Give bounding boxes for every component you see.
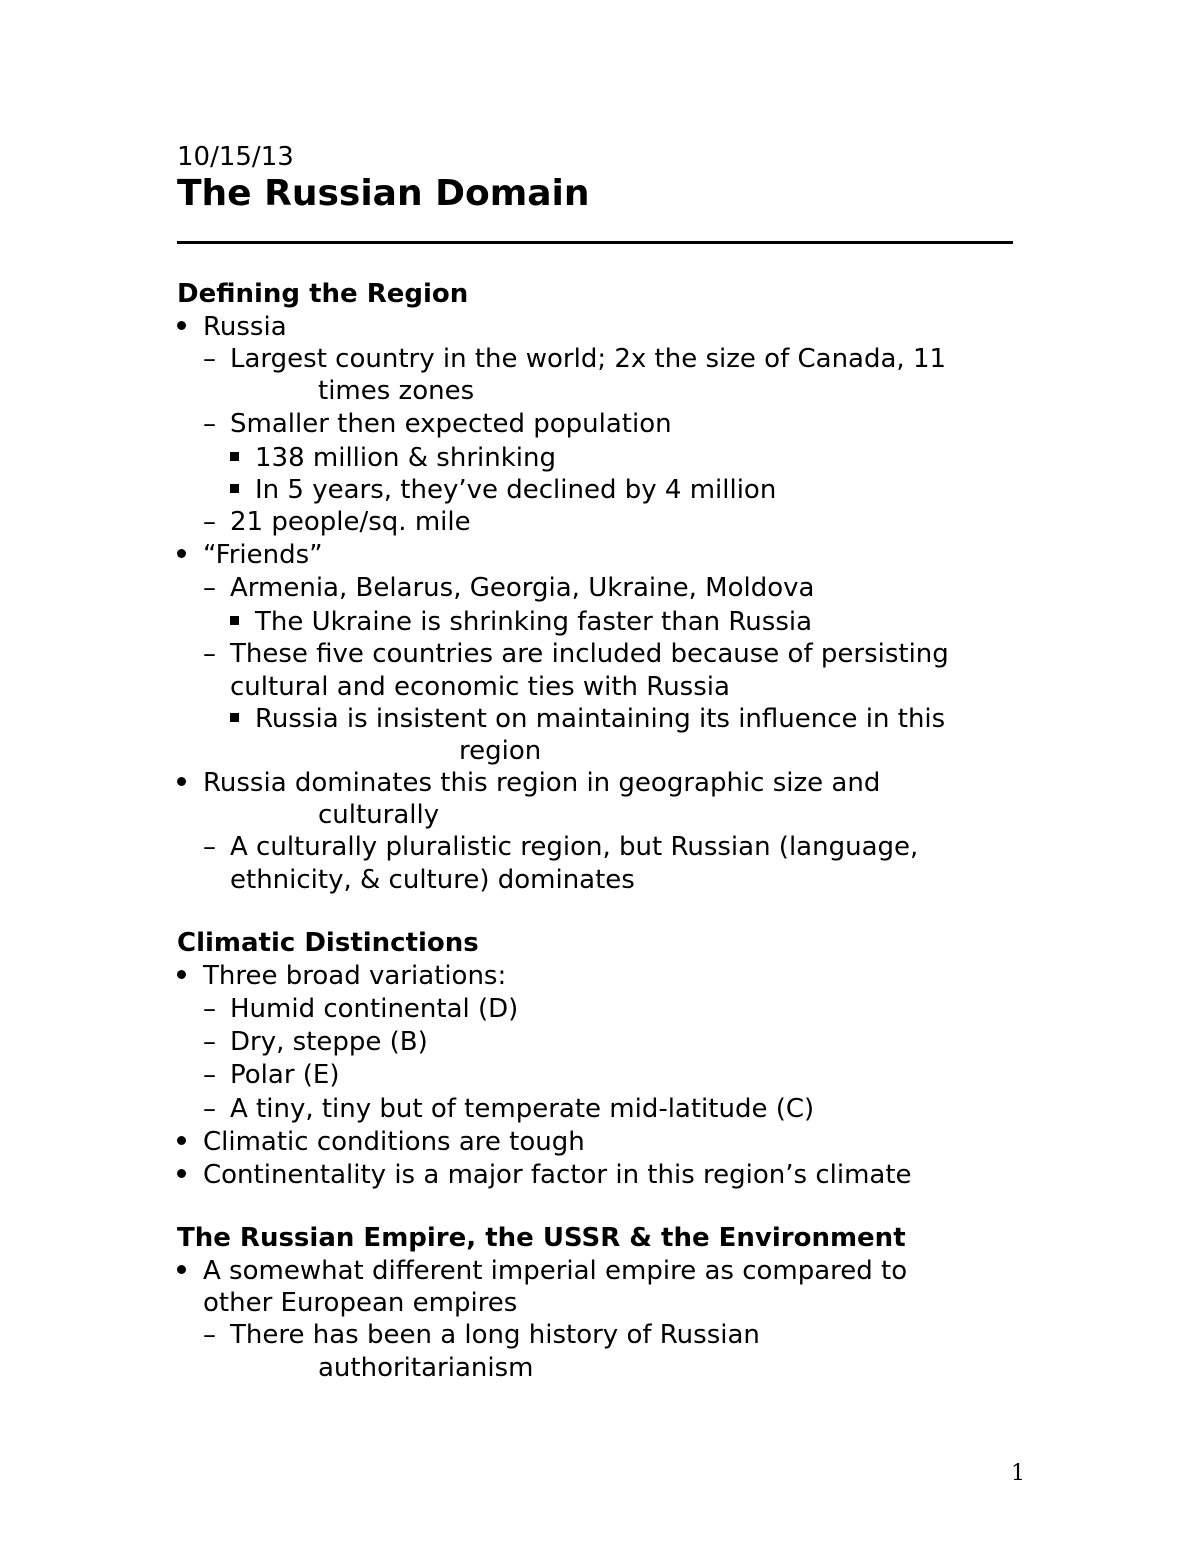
continuation-line: authoritarianism — [318, 1353, 534, 1383]
title-divider — [177, 241, 1013, 244]
document-date: 10/15/13 — [177, 142, 294, 172]
sub-bullet-item: – Smaller then expected population — [203, 409, 672, 439]
square-bullet-icon — [230, 484, 239, 493]
continuation-line: other European empires — [203, 1288, 518, 1318]
dash-icon: – — [203, 507, 216, 537]
continuation-line: cultural and economic ties with Russia — [230, 672, 730, 702]
sub-bullet-item: – Humid continental (D) — [203, 994, 519, 1024]
bullet-icon — [177, 970, 186, 979]
dash-icon: – — [203, 1320, 216, 1350]
dash-icon: – — [203, 1060, 216, 1090]
square-bullet-icon — [230, 452, 239, 461]
sub-bullet-item: – Largest country in the world; 2x the size of Canada, 11 — [203, 344, 947, 374]
dash-icon: – — [203, 573, 216, 603]
sub-sub-bullet-item: Russia is insistent on maintaining its influence in this — [230, 703, 945, 735]
sub-bullet-item: – Dry, steppe (B) — [203, 1027, 428, 1057]
bullet-item: Russia — [177, 311, 287, 343]
dash-icon: – — [203, 639, 216, 669]
dash-icon: – — [203, 1027, 216, 1057]
sub-bullet-item: – A tiny, tiny but of temperate mid-latitude (C) — [203, 1094, 815, 1124]
sub-bullet-item: – There has been a long history of Russian — [203, 1320, 760, 1350]
document-title: The Russian Domain — [177, 173, 590, 214]
bullet-icon — [177, 1169, 186, 1178]
bullet-icon — [177, 549, 186, 558]
bullet-item: “Friends” — [177, 539, 323, 571]
square-bullet-icon — [230, 616, 239, 625]
dash-icon: – — [203, 832, 216, 862]
sub-sub-bullet-item: In 5 years, they’ve declined by 4 million — [230, 474, 776, 506]
dash-icon: – — [203, 994, 216, 1024]
bullet-icon — [177, 1136, 186, 1145]
bullet-item: Three broad variations: — [177, 960, 506, 992]
dash-icon: – — [203, 409, 216, 439]
sub-bullet-item: – Armenia, Belarus, Georgia, Ukraine, Moldova — [203, 573, 815, 603]
bullet-item: Climatic conditions are tough — [177, 1126, 585, 1158]
continuation-line: times zones — [318, 376, 475, 406]
bullet-item: Russia dominates this region in geographic size and — [177, 767, 880, 799]
section-heading: The Russian Empire, the USSR & the Environment — [177, 1223, 906, 1253]
bullet-item: Continentality is a major factor in this region’s climate — [177, 1159, 912, 1191]
sub-bullet-item: – Polar (E) — [203, 1060, 340, 1090]
section-heading: Defining the Region — [177, 279, 469, 309]
continuation-line: ethnicity, & culture) dominates — [230, 865, 635, 895]
bullet-item: A somewhat different imperial empire as compared to — [177, 1255, 907, 1287]
square-bullet-icon — [230, 713, 239, 722]
sub-bullet-item: – 21 people/sq. mile — [203, 507, 471, 537]
continuation-line: region — [459, 736, 542, 766]
dash-icon: – — [203, 1094, 216, 1124]
dash-icon: – — [203, 344, 216, 374]
sub-bullet-item: – These five countries are included because of persisting — [203, 639, 949, 669]
sub-bullet-item: – A culturally pluralistic region, but Russian (language, — [203, 832, 919, 862]
continuation-line: culturally — [318, 800, 440, 830]
bullet-icon — [177, 1265, 186, 1274]
bullet-icon — [177, 777, 186, 786]
bullet-icon — [177, 321, 186, 330]
section-heading: Climatic Distinctions — [177, 928, 479, 958]
page-number: 1 — [1011, 1461, 1025, 1486]
sub-sub-bullet-item: 138 million & shrinking — [230, 442, 556, 474]
sub-sub-bullet-item: The Ukraine is shrinking faster than Russia — [230, 606, 812, 638]
